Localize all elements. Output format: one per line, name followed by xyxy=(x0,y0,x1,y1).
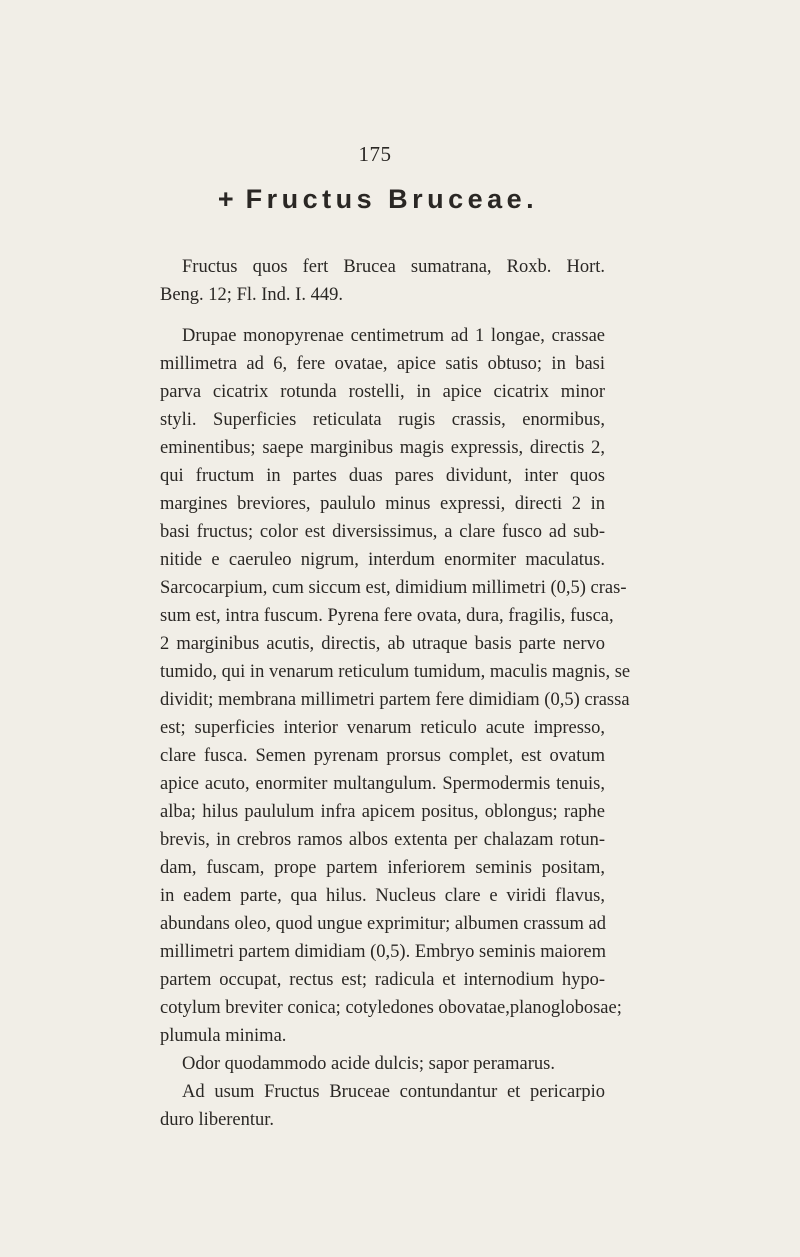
text-line: duro liberentur. xyxy=(160,1110,275,1130)
text-line: styli. Superficies reticulata rugis crassis, enormibus, xyxy=(160,410,605,430)
text-line: sum est, intra fuscum. Pyrena fere ovata, dura, fragilis, fusca, xyxy=(160,606,614,626)
text-line: 2 marginibus acutis, directis, ab utraque basis parte nervo xyxy=(160,634,605,654)
body-text xyxy=(160,253,631,1134)
text-line: qui fructum in partes duas pares dividunt, inter quos xyxy=(160,466,605,486)
text-line: apice acuto, enormiter multangulum. Spermodermis tenuis, xyxy=(160,774,605,794)
text-line: basi fructus; color est diversissimus, a clare fusco ad sub- xyxy=(160,522,605,542)
text-line: partem occupat, rectus est; radicula et internodium hypo- xyxy=(160,970,605,990)
text-line: brevis, in crebros ramos albos extenta per chalazam rotun- xyxy=(160,830,605,850)
text-line: tumido, qui in venarum reticulum tumidum, maculis magnis, se xyxy=(160,662,631,682)
text-line: Beng. 12; Fl. Ind. I. 449. xyxy=(160,285,343,305)
text-line: abundans oleo, quod ungue exprimitur; albumen crassum ad xyxy=(160,914,606,934)
text-line: parva cicatrix rotunda rostelli, in apice cicatrix minor xyxy=(160,382,605,402)
text-line: dividit; membrana millimetri partem fere dimidiam (0,5) crassa xyxy=(160,690,630,710)
text-line: Sarcocarpium, cum siccum est, dimidium millimetri (0,5) cras- xyxy=(160,578,627,598)
text-line: dam, fuscam, prope partem inferiorem seminis positam, xyxy=(160,858,605,878)
text-line: nitide e caeruleo nigrum, interdum enormiter maculatus. xyxy=(160,550,605,570)
page-number: 175 xyxy=(358,142,392,166)
text-line: alba; hilus paululum infra apicem positus, oblongus; raphe xyxy=(160,802,605,822)
text-line: Ad usum Fructus Bruceae contundantur et pericarpio xyxy=(182,1082,605,1102)
paragraph-description xyxy=(160,322,631,1050)
text-line: millimetra ad 6, fere ovatae, apice satis obtuso; in basi xyxy=(160,354,605,374)
section-title xyxy=(0,184,756,215)
paragraph-source xyxy=(160,253,605,309)
text-line: in eadem parte, qua hilus. Nucleus clare e viridi flavus, xyxy=(160,886,605,906)
text-line: Fructus quos fert Brucea sumatrana, Roxb. Hort. xyxy=(182,257,605,277)
text-line: Odor quodammodo acide dulcis; sapor peramarus. xyxy=(182,1054,555,1074)
text-line: cotylum breviter conica; cotyledones obovatae,planoglobosae; xyxy=(160,998,622,1018)
text-line: plumula minima. xyxy=(160,1026,287,1046)
text-line: margines breviores, paululo minus expressi, directi 2 in xyxy=(160,494,605,514)
text-line: clare fusca. Semen pyrenam prorsus complet, est ovatum xyxy=(160,746,605,766)
title-cross-mark: + xyxy=(217,184,234,214)
paragraph-odor xyxy=(160,1050,605,1078)
text-line: millimetri partem dimidiam (0,5). Embryo seminis maiorem xyxy=(160,942,606,962)
text-line: est; superficies interior venarum reticulo acute impresso, xyxy=(160,718,605,738)
text-line: Drupae monopyrenae centimetrum ad 1 longae, crassae xyxy=(182,326,605,346)
title-text: Fructus Bruceae. xyxy=(245,184,539,214)
text-line: eminentibus; saepe marginibus magis expressis, directis 2, xyxy=(160,438,605,458)
paragraph-usage xyxy=(160,1078,605,1134)
